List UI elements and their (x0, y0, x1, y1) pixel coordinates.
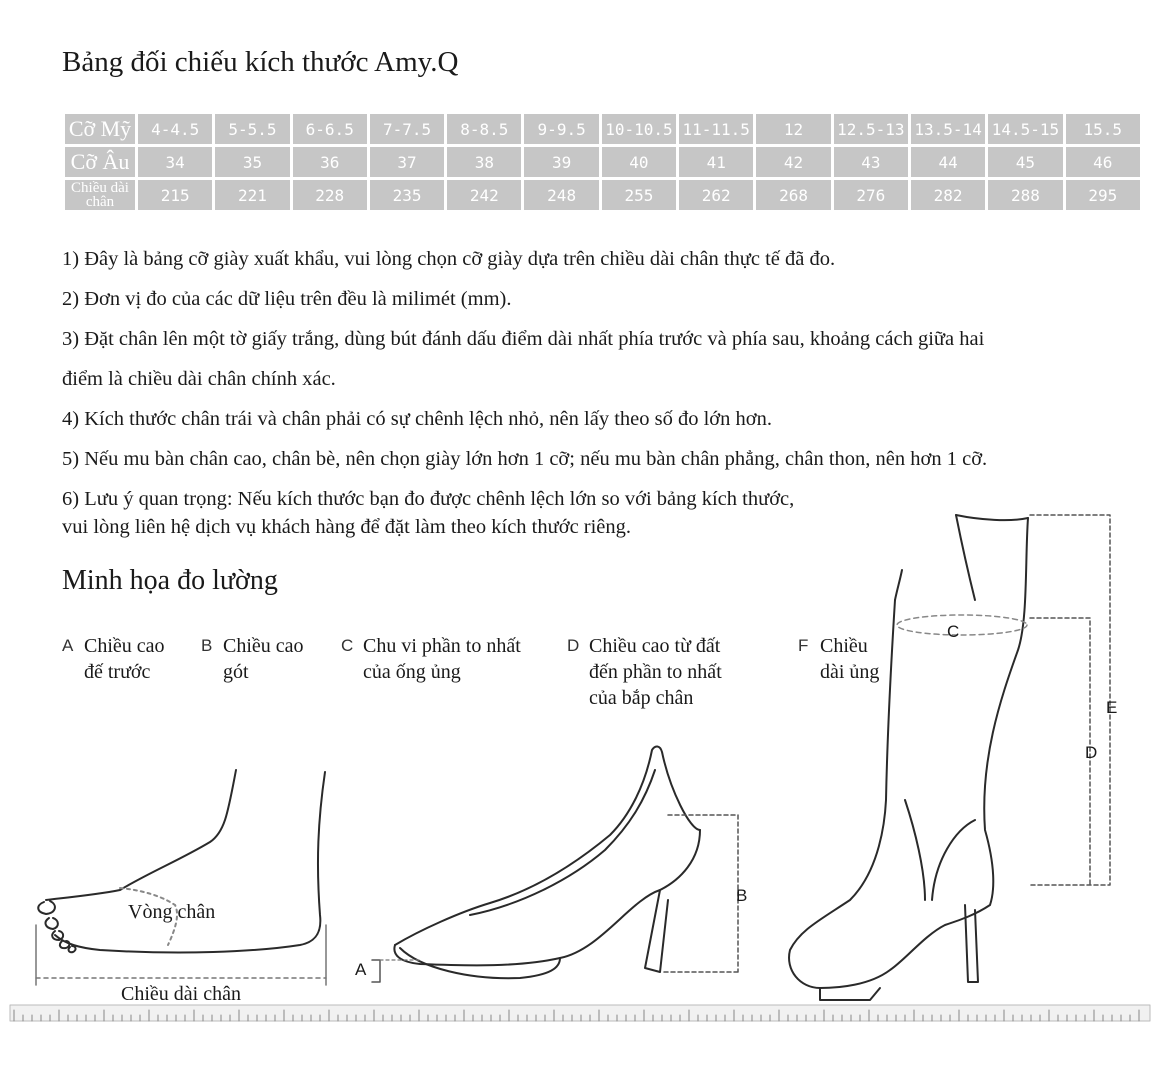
table-cell: 221 (214, 179, 291, 212)
note-3-continued: điểm là chiều dài chân chính xác. (62, 368, 336, 390)
table-cell: 5-5.5 (214, 113, 291, 146)
note-1: 1) Đây là bảng cỡ giày xuất khẩu, vui lòng chọn cỡ giày dựa trên chiều dài chân thực tế đã đo. (62, 248, 836, 270)
table-cell: 215 (137, 179, 214, 212)
table-cell: 10-10.5 (600, 113, 677, 146)
table-cell: 9-9.5 (523, 113, 600, 146)
table-cell: 8-8.5 (446, 113, 523, 146)
table-cell: 14.5-15 (987, 113, 1064, 146)
table-cell: 7-7.5 (368, 113, 445, 146)
table-cell: 282 (909, 179, 986, 212)
foot-circumference-label: Vòng chân (128, 901, 216, 923)
table-cell: 242 (446, 179, 523, 212)
table-cell: 255 (600, 179, 677, 212)
table-cell: 12.5-13 (832, 113, 909, 146)
table-cell: 37 (368, 146, 445, 179)
table-cell: 15.5 (1064, 113, 1141, 146)
page-title: Bảng đối chiếu kích thước Amy.Q (62, 46, 459, 78)
table-cell: 11-11.5 (678, 113, 755, 146)
legend-text: Chiều cao từ đất (589, 635, 721, 657)
table-cell: 268 (755, 179, 832, 212)
note-4: 4) Kích thước chân trái và chân phải có sự chênh lệch nhỏ, nên lấy theo số đo lớn hơn. (62, 408, 772, 430)
table-cell: 12 (755, 113, 832, 146)
table-cell: 43 (832, 146, 909, 179)
mark-b-label: B (736, 886, 748, 905)
table-cell: 38 (446, 146, 523, 179)
legend-text: Chiều cao (84, 635, 165, 657)
note-2: 2) Đơn vị đo của các dữ liệu trên đều là milimét (mm). (62, 288, 512, 310)
legend-text: Chiều cao (223, 635, 304, 657)
legend-text: của bắp chân (589, 687, 694, 709)
legend-text: Chiều (820, 635, 868, 657)
foot-length-label: Chiều dài chân (121, 983, 241, 1005)
legend-letter: C (341, 636, 354, 655)
row-header-foot-length: Chiều dài chân (64, 179, 137, 212)
note-6-continued: vui lòng liên hệ dịch vụ khách hàng để đặt làm theo kích thước riêng. (62, 516, 632, 538)
foot-drawing (36, 770, 326, 985)
note-3: 3) Đặt chân lên một tờ giấy trắng, dùng bút đánh dấu điểm dài nhất phía trước và phía sau, khoảng cách giữa hai (62, 328, 985, 350)
table-cell: 4-4.5 (137, 113, 214, 146)
boot-drawing (789, 515, 1110, 1000)
table-cell: 34 (137, 146, 214, 179)
legend-text: đến phần to nhất (589, 661, 722, 683)
mark-e-label: E (1106, 698, 1118, 717)
table-cell: 295 (1064, 179, 1141, 212)
legend-text: gót (223, 661, 249, 683)
note-6: 6) Lưu ý quan trọng: Nếu kích thước bạn đo được chênh lệch lớn so với bảng kích thước, (62, 488, 795, 510)
legend-text: dài ủng (820, 661, 880, 683)
mark-d-label: D (1085, 743, 1098, 762)
row-header-us: Cỡ Mỹ (64, 113, 137, 146)
table-cell: 288 (987, 179, 1064, 212)
table-cell: 40 (600, 146, 677, 179)
ruler (10, 1005, 1150, 1021)
table-cell: 228 (291, 179, 368, 212)
table-cell: 44 (909, 146, 986, 179)
table-cell: 36 (291, 146, 368, 179)
pump-drawing (372, 746, 738, 982)
table-cell: 41 (678, 146, 755, 179)
table-cell: 248 (523, 179, 600, 212)
table-cell: 262 (678, 179, 755, 212)
table-cell: 39 (523, 146, 600, 179)
mark-c-label: C (947, 622, 960, 641)
table-cell: 235 (368, 179, 445, 212)
table-cell: 6-6.5 (291, 113, 368, 146)
table-cell: 46 (1064, 146, 1141, 179)
legend-text: của ống ủng (363, 661, 461, 683)
legend-text: Chu vi phần to nhất (363, 635, 521, 657)
table-cell: 42 (755, 146, 832, 179)
section-title: Minh họa đo lường (62, 565, 278, 596)
legend-letter: D (567, 636, 580, 655)
legend-letter: B (201, 636, 213, 655)
legend-text: đế trước (84, 661, 151, 683)
table-cell: 13.5-14 (909, 113, 986, 146)
table-cell: 35 (214, 146, 291, 179)
table-cell: 276 (832, 179, 909, 212)
table-cell: 45 (987, 146, 1064, 179)
mark-a-label: A (355, 960, 367, 979)
note-5: 5) Nếu mu bàn chân cao, chân bè, nên chọn giày lớn hơn 1 cỡ; nếu mu bàn chân phẳng, chân thon, nên hơn 1 cỡ. (62, 448, 988, 470)
legend-letter: A (62, 636, 74, 655)
legend-letter: F (798, 636, 809, 655)
row-header-eu: Cỡ Âu (64, 146, 137, 179)
